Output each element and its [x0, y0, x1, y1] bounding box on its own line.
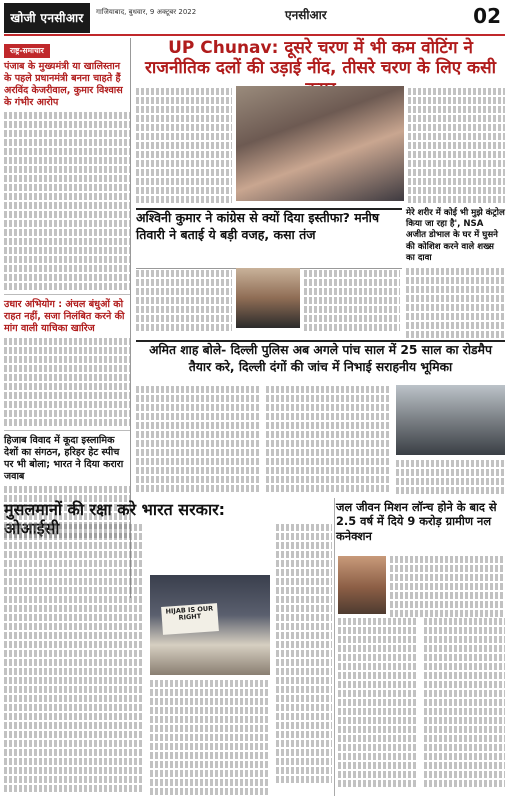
body-text-line: [136, 133, 232, 140]
body-text-line: [424, 618, 505, 625]
body-text-line: [424, 663, 505, 670]
body-text-line: [396, 487, 505, 494]
body-text-line: [304, 324, 400, 331]
body-text-line: [276, 560, 332, 567]
body-text-line: [338, 654, 418, 661]
body-text-line: [390, 601, 505, 608]
body-text-line: [4, 365, 130, 372]
left-story-2-headline[interactable]: उधार अभियोग : अंचल बंधुओं को राहत नहीं, सजा निलंबित करने की मांग वाली याचिका खारिज: [4, 298, 125, 334]
bottom-right-body-col1: [338, 618, 418, 789]
body-text-line: [4, 383, 130, 390]
body-text-line: [136, 449, 260, 456]
body-text-line: [136, 151, 232, 158]
body-text-line: [390, 610, 505, 617]
body-text-line: [396, 460, 505, 467]
body-text-line: [424, 771, 505, 778]
body-text-line: [4, 713, 144, 720]
body-text-line: [4, 623, 144, 630]
body-text-line: [266, 485, 390, 492]
body-text-line: [408, 169, 505, 176]
body-text-line: [4, 686, 144, 693]
body-text-line: [4, 401, 130, 408]
election-voters-photo: [236, 86, 404, 201]
body-text-line: [4, 659, 144, 666]
body-text-line: [136, 431, 260, 438]
body-text-line: [406, 277, 505, 284]
body-text-line: [424, 708, 505, 715]
body-text-line: [4, 112, 130, 119]
body-text-line: [276, 542, 332, 549]
body-text-line: [406, 286, 505, 293]
dateline: गाजियाबाद, बुधवार, 9 अक्टूबर 2022: [96, 8, 197, 16]
body-text-line: [4, 193, 130, 200]
body-text-line: [136, 404, 260, 411]
body-text-line: [266, 422, 390, 429]
body-text-line: [424, 645, 505, 652]
body-text-line: [408, 124, 505, 131]
body-text-line: [4, 731, 144, 738]
body-text-line: [4, 641, 144, 648]
body-text-line: [4, 410, 130, 417]
right-story-body: [406, 268, 505, 338]
body-text-line: [338, 636, 418, 643]
body-text-line: [338, 645, 418, 652]
body-text-line: [4, 274, 130, 281]
body-text-line: [4, 130, 130, 137]
body-text-line: [4, 347, 130, 354]
body-text-line: [396, 469, 505, 476]
body-text-line: [4, 157, 130, 164]
body-text-line: [136, 196, 232, 203]
body-text-line: [136, 458, 260, 465]
body-text-line: [276, 551, 332, 558]
body-text-line: [338, 672, 418, 679]
body-text-line: [424, 681, 505, 688]
body-text-line: [4, 614, 144, 621]
body-text-line: [4, 247, 130, 254]
body-text-line: [136, 395, 260, 402]
left-story-1-headline[interactable]: पंजाब के मुख्यमंत्री या खालिस्तान के पहले प्रधानमंत्री बनना चाहते हैं अरविंद केजरीवाल, कुमार विश्वास के गंभीर आरोप: [4, 61, 123, 108]
body-text-line: [304, 306, 400, 313]
body-text-line: [338, 753, 418, 760]
page-header: [0, 0, 509, 36]
body-text-line: [424, 672, 505, 679]
body-text-line: [406, 322, 505, 329]
body-text-line: [4, 265, 130, 272]
body-text-line: [276, 704, 332, 711]
body-text-line: [304, 288, 400, 295]
body-text-line: [408, 187, 505, 194]
body-text-line: [406, 331, 505, 338]
body-text-line: [266, 404, 390, 411]
body-text-line: [136, 169, 232, 176]
body-text-line: [338, 717, 418, 724]
body-text-line: [4, 542, 144, 549]
divider: [4, 430, 130, 431]
body-text-line: [276, 524, 332, 531]
body-text-line: [424, 654, 505, 661]
body-text-line: [276, 614, 332, 621]
body-text-line: [338, 699, 418, 706]
page-number: 02: [473, 4, 501, 28]
body-text-line: [4, 238, 130, 245]
body-text-line: [4, 632, 144, 639]
body-text-line: [406, 313, 505, 320]
body-text-line: [136, 440, 260, 447]
body-text-line: [136, 288, 232, 295]
body-text-line: [390, 592, 505, 599]
body-text-line: [304, 315, 400, 322]
body-text-line: [276, 776, 332, 783]
body-text-line: [150, 725, 270, 732]
body-text-line: [266, 395, 390, 402]
main-story-body-col3: [408, 88, 505, 205]
sub-story-box: [136, 208, 402, 269]
body-text-line: [396, 478, 505, 485]
body-text-line: [338, 618, 418, 625]
band-story-body-col1: [136, 386, 260, 494]
body-text-line: [150, 761, 270, 768]
body-text-line: [136, 124, 232, 131]
body-text-line: [4, 211, 130, 218]
body-text-line: [4, 338, 130, 345]
body-text-line: [408, 106, 505, 113]
body-text-line: [136, 178, 232, 185]
body-text-line: [4, 524, 144, 531]
body-text-line: [276, 596, 332, 603]
body-text-line: [338, 726, 418, 733]
bottom-right-body-col2: [424, 618, 505, 789]
body-text-line: [408, 115, 505, 122]
body-text-line: [276, 767, 332, 774]
body-text-line: [4, 569, 144, 576]
body-text-line: [338, 735, 418, 742]
body-text-line: [390, 556, 505, 563]
body-text-line: [338, 627, 418, 634]
body-text-line: [408, 160, 505, 167]
body-text-line: [304, 279, 400, 286]
body-text-line: [276, 668, 332, 675]
body-text-line: [276, 569, 332, 576]
body-text-line: [424, 699, 505, 706]
body-text-line: [276, 632, 332, 639]
body-text-line: [304, 270, 400, 277]
body-text-line: [4, 392, 130, 399]
body-text-line: [266, 458, 390, 465]
body-text-line: [150, 788, 270, 795]
section-title: एनसीआर: [285, 8, 327, 22]
body-text-line: [424, 735, 505, 742]
body-text-line: [408, 133, 505, 140]
body-text-line: [276, 578, 332, 585]
band-story-body-col2: [266, 386, 390, 494]
bottom-right-story-header: [336, 500, 505, 543]
body-text-line: [4, 758, 144, 765]
right-story-box: [406, 208, 505, 340]
left-story-3-headline[interactable]: हिजाब विवाद में कूदा इस्लामिक देशों का संगठन, हरिहर हेट स्पीच पर भी बोला; भारत ने दिया करारा जवाब: [4, 434, 124, 482]
sub-story-body-col3: [304, 270, 400, 333]
body-text-line: [136, 467, 260, 474]
body-text-line: [136, 187, 232, 194]
body-text-line: [4, 740, 144, 747]
body-text-line: [338, 762, 418, 769]
body-text-line: [136, 160, 232, 167]
body-text-line: [4, 184, 130, 191]
body-text-line: [338, 681, 418, 688]
body-text-line: [150, 752, 270, 759]
bottom-left-headline[interactable]: मुसलमानों की रक्षा करे भारत सरकार: ओआईसी: [4, 500, 226, 539]
body-text-line: [136, 306, 232, 313]
body-text-line: [4, 175, 130, 182]
body-text-line: [424, 726, 505, 733]
body-text-line: [150, 698, 270, 705]
body-text-line: [136, 422, 260, 429]
band-story-headline[interactable]: अमित शाह बोले- दिल्ली पुलिस अब अगले पांच साल में 25 साल का रोडमैप तैयार करे, दिल्ली दंगों की जांच में निभाई सराहनीय भूमिका: [149, 343, 492, 374]
right-story-headline[interactable]: मेरे शरीर में कोई भी मुझे कंट्रोल किया जा रहा है', NSA अजीत डोभाल के घर में घुसने की कोशिश करने वाले शख्स का दावा: [406, 208, 505, 263]
body-text-line: [424, 744, 505, 751]
body-text-line: [136, 142, 232, 149]
body-text-line: [406, 295, 505, 302]
body-text-line: [266, 431, 390, 438]
body-text-line: [136, 413, 260, 420]
body-text-line: [4, 560, 144, 567]
body-text-line: [338, 744, 418, 751]
bottom-left-body-col2: [150, 680, 270, 797]
body-text-line: [276, 605, 332, 612]
body-text-line: [390, 565, 505, 572]
body-text-line: [276, 677, 332, 684]
body-text-line: [276, 686, 332, 693]
body-text-line: [150, 734, 270, 741]
body-text-line: [266, 386, 390, 393]
body-text-line: [136, 115, 232, 122]
body-text-line: [150, 770, 270, 777]
protest-placard: HIJAB IS OUR RIGHT: [161, 603, 219, 635]
body-text-line: [338, 780, 418, 787]
body-text-line: [276, 758, 332, 765]
body-text-line: [4, 605, 144, 612]
body-text-line: [408, 88, 505, 95]
main-story-body-col1: [136, 88, 232, 205]
body-text-line: [276, 650, 332, 657]
body-text-line: [4, 486, 130, 493]
body-text-line: [408, 178, 505, 185]
body-text-line: [276, 623, 332, 630]
body-text-line: [276, 722, 332, 729]
band-story-box: [136, 340, 505, 382]
body-text-line: [4, 767, 144, 774]
body-text-line: [4, 121, 130, 128]
body-text-line: [136, 476, 260, 483]
police-event-photo: [396, 385, 505, 455]
body-text-line: [4, 256, 130, 263]
body-text-line: [276, 533, 332, 540]
body-text-line: [276, 695, 332, 702]
body-text-line: [150, 743, 270, 750]
body-text-line: [304, 297, 400, 304]
body-text-line: [424, 753, 505, 760]
header-rule: [4, 34, 505, 36]
body-text-line: [276, 713, 332, 720]
band-story-body-col3: [396, 460, 505, 496]
body-text-line: [4, 785, 144, 792]
body-text-line: [406, 268, 505, 275]
body-text-line: [4, 229, 130, 236]
body-text-line: [4, 419, 130, 426]
body-text-line: [136, 386, 260, 393]
body-text-line: [390, 583, 505, 590]
body-text-line: [266, 440, 390, 447]
body-text-line: [408, 97, 505, 104]
body-text-line: [276, 749, 332, 756]
body-text-line: [4, 283, 130, 290]
body-text-line: [136, 270, 232, 277]
body-text-line: [4, 776, 144, 783]
body-text-line: [424, 717, 505, 724]
body-text-line: [4, 695, 144, 702]
body-text-line: [136, 485, 260, 492]
body-text-line: [424, 627, 505, 634]
body-text-line: [406, 304, 505, 311]
body-text-line: [390, 574, 505, 581]
main-story-headline[interactable]: UP Chunav: दूसरे चरण में भी कम वोटिंग ने राजनीतिक दलों की उड़ाई नींद, तीसरे चरण के लिए कसी: [144, 38, 497, 79]
sub-story-body-col1: [136, 270, 232, 333]
politician-portrait-photo: [236, 268, 300, 328]
body-text-line: [136, 88, 232, 95]
body-text-line: [276, 641, 332, 648]
body-text-line: [276, 659, 332, 666]
body-text-line: [266, 413, 390, 420]
left-story-1-body: [4, 112, 130, 290]
body-text-line: [136, 106, 232, 113]
body-text-line: [136, 297, 232, 304]
body-text-line: [4, 374, 130, 381]
body-text-line: [136, 279, 232, 286]
body-text-line: [276, 731, 332, 738]
body-text-line: [4, 202, 130, 209]
divider: [4, 294, 130, 295]
body-text-line: [408, 196, 505, 203]
section-kicker: राष्ट्र-समाचार: [4, 44, 50, 58]
body-text-line: [338, 690, 418, 697]
body-text-line: [4, 220, 130, 227]
body-text-line: [266, 449, 390, 456]
body-text-line: [4, 650, 144, 657]
body-text-line: [4, 166, 130, 173]
body-text-line: [150, 680, 270, 687]
body-text-line: [4, 596, 144, 603]
body-text-line: [4, 704, 144, 711]
left-story-2-body: [4, 338, 130, 426]
bottom-left-body-col1: [4, 524, 144, 794]
body-text-line: [266, 476, 390, 483]
water-tap-photo: [338, 556, 386, 614]
body-text-line: [4, 722, 144, 729]
body-text-line: [266, 467, 390, 474]
body-text-line: [4, 139, 130, 146]
body-text-line: [408, 151, 505, 158]
body-text-line: [424, 780, 505, 787]
body-text-line: [4, 587, 144, 594]
body-text-line: [4, 677, 144, 684]
body-text-line: [4, 148, 130, 155]
body-text-line: [338, 708, 418, 715]
bottom-left-body-col3: [276, 524, 332, 785]
bottom-right-headline[interactable]: जल जीवन मिशन लॉन्च होने के बाद से 2.5 वर्ष में दिये 9 करोड़ ग्रामीण नल कनेक्शन: [336, 500, 497, 543]
column-rule: [334, 498, 335, 796]
body-text-line: [150, 689, 270, 696]
body-text-line: [276, 740, 332, 747]
body-text-line: [338, 663, 418, 670]
masthead-logo: खोजी एनसीआर: [4, 3, 90, 33]
body-text-line: [4, 356, 130, 363]
body-text-line: [408, 142, 505, 149]
body-text-line: [4, 749, 144, 756]
body-text-line: [4, 668, 144, 675]
body-text-line: [4, 533, 144, 540]
body-text-line: [424, 690, 505, 697]
bottom-right-body-col-top: [390, 556, 505, 619]
body-text-line: [424, 636, 505, 643]
body-text-line: [338, 771, 418, 778]
body-text-line: [276, 587, 332, 594]
body-text-line: [424, 762, 505, 769]
body-text-line: [150, 707, 270, 714]
sub-story-headline[interactable]: अश्विनी कुमार ने कांग्रेस से क्यों दिया इस्तीफा? मनीष तिवारी ने बताई ये बड़ी वजह, कसा तंज: [136, 210, 380, 242]
body-text-line: [136, 97, 232, 104]
body-text-line: [136, 315, 232, 322]
body-text-line: [150, 779, 270, 786]
body-text-line: [4, 551, 144, 558]
body-text-line: [4, 578, 144, 585]
body-text-line: [136, 324, 232, 331]
body-text-line: [150, 716, 270, 723]
